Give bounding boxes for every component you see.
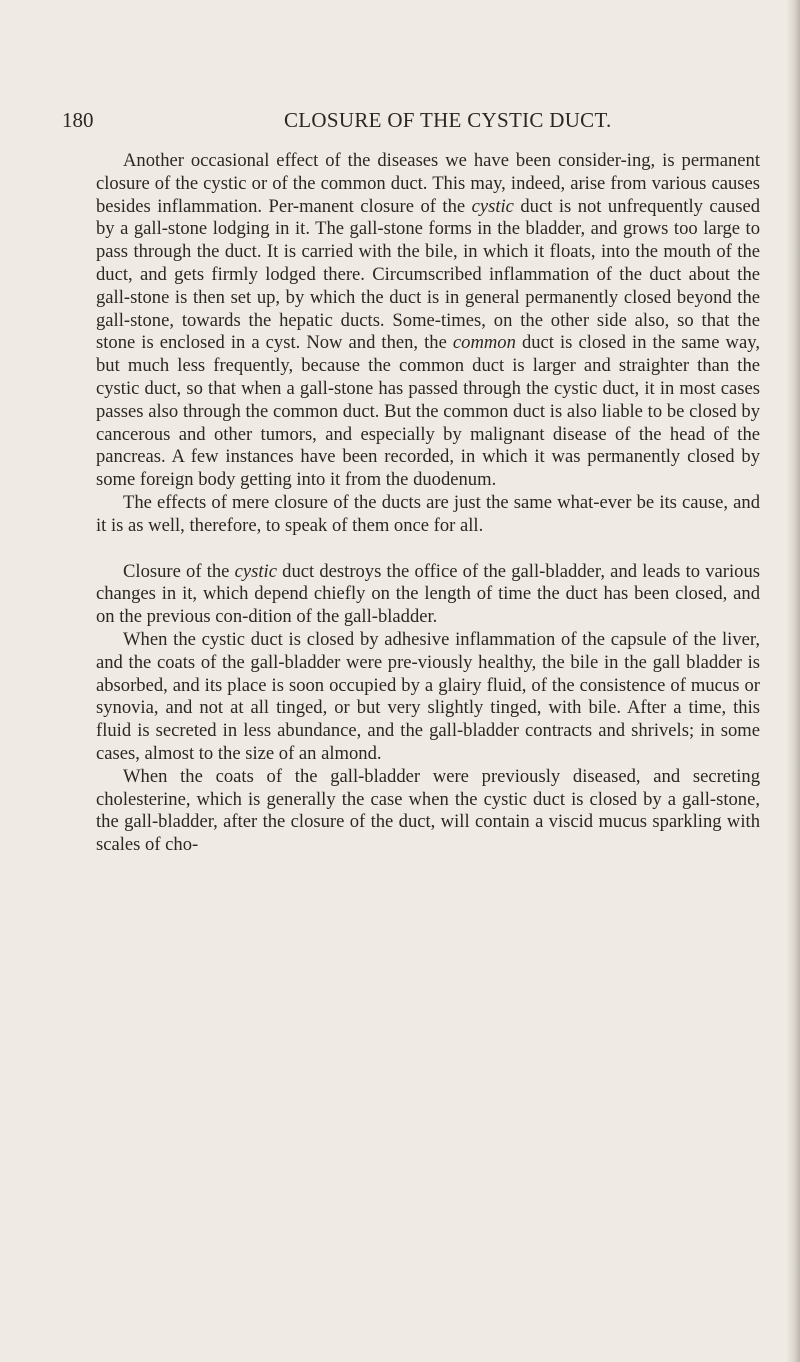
paragraph-adhesive-inflammation xyxy=(96,629,760,766)
paragraph-diseased-coats xyxy=(96,766,760,857)
text-segment: When the cystic duct is closed by adhesive inflammation of the capsule of the liver, and the coats of the gall-bladder were pre-viously healthy, the bile in the gall bladder is absorbed, and its place is soon occupied by a glairy fluid, of the consistence of mucus or synovia, and not at all tinged, or but very slightly tinged, with bile. After a time, this fluid is secreted in less abundance, and the gall-bladder contracts and shrivels; in some cases, almost to the size of an almond. xyxy=(96,628,760,764)
text-segment: duct is not unfrequently caused by a gall-stone lodging in it. The gall-stone forms in the bladder, and grows too large to pass through the duct. It is carried with the bile, in which it floats, into the mouth of the duct, and gets firmly lodged there. Circumscribed inflammation of the duct about the gall-stone is then set up, by which the duct is in general permanently closed beyond the gall-stone, towards the hepatic ducts. Some-times, on the other side also, so that the stone is enclosed in a cyst. Now and then, the xyxy=(96,195,760,354)
page-number: 180 xyxy=(62,108,94,132)
italic-term-cystic: cystic xyxy=(471,195,514,217)
text-segment: When the coats of the gall-bladder were previously diseased, and secreting cholesterine, which is generally the case when the cystic duct is closed by a gall-stone, the gall-bladder, after the closure of the duct, will contain a viscid mucus sparkling with scales of cho- xyxy=(96,765,760,856)
paragraph-closure-causes xyxy=(96,150,760,492)
page-edge-shadow xyxy=(786,0,800,1362)
paragraph-effects xyxy=(96,492,760,538)
text-segment: The effects of mere closure of the ducts are just the same what-ever be its cause, and it is as well, therefore, to speak of them once for all. xyxy=(96,491,760,536)
text-segment: duct is closed in the same way, but much less frequently, because the common duct is larger and straighter than the cystic duct, so that when a gall-stone has passed through the cystic duct, it in most cases passes also through the common duct. But the common duct is also liable to be closed by cancerous and other tumors, and especially by malignant disease of the head of the pancreas. A few instances have been recorded, in which it was permanently closed by some foreign body getting into it from the duodenum. xyxy=(96,332,760,491)
text-segment: Closure of the xyxy=(123,560,235,582)
text-segment: Another occasional effect of the diseases we have been consider-ing, is permanent closure of the cystic or of the common duct. This may, indeed, arise from various causes besides inflammation. Per-manent closure of the xyxy=(96,150,760,217)
paragraph-cystic-closure xyxy=(96,561,760,629)
text-segment: duct destroys the office of the gall-bladder, and leads to various changes in it, which depend chiefly on the length of time the duct has been closed, and on the previous con-dition of the gall-bladder. xyxy=(96,560,760,628)
italic-term-cystic: cystic xyxy=(234,560,277,582)
body-text xyxy=(96,150,760,857)
page-header xyxy=(62,108,762,138)
running-head: CLOSURE OF THE CYSTIC DUCT. xyxy=(284,108,612,132)
italic-term-common: common xyxy=(452,332,516,354)
